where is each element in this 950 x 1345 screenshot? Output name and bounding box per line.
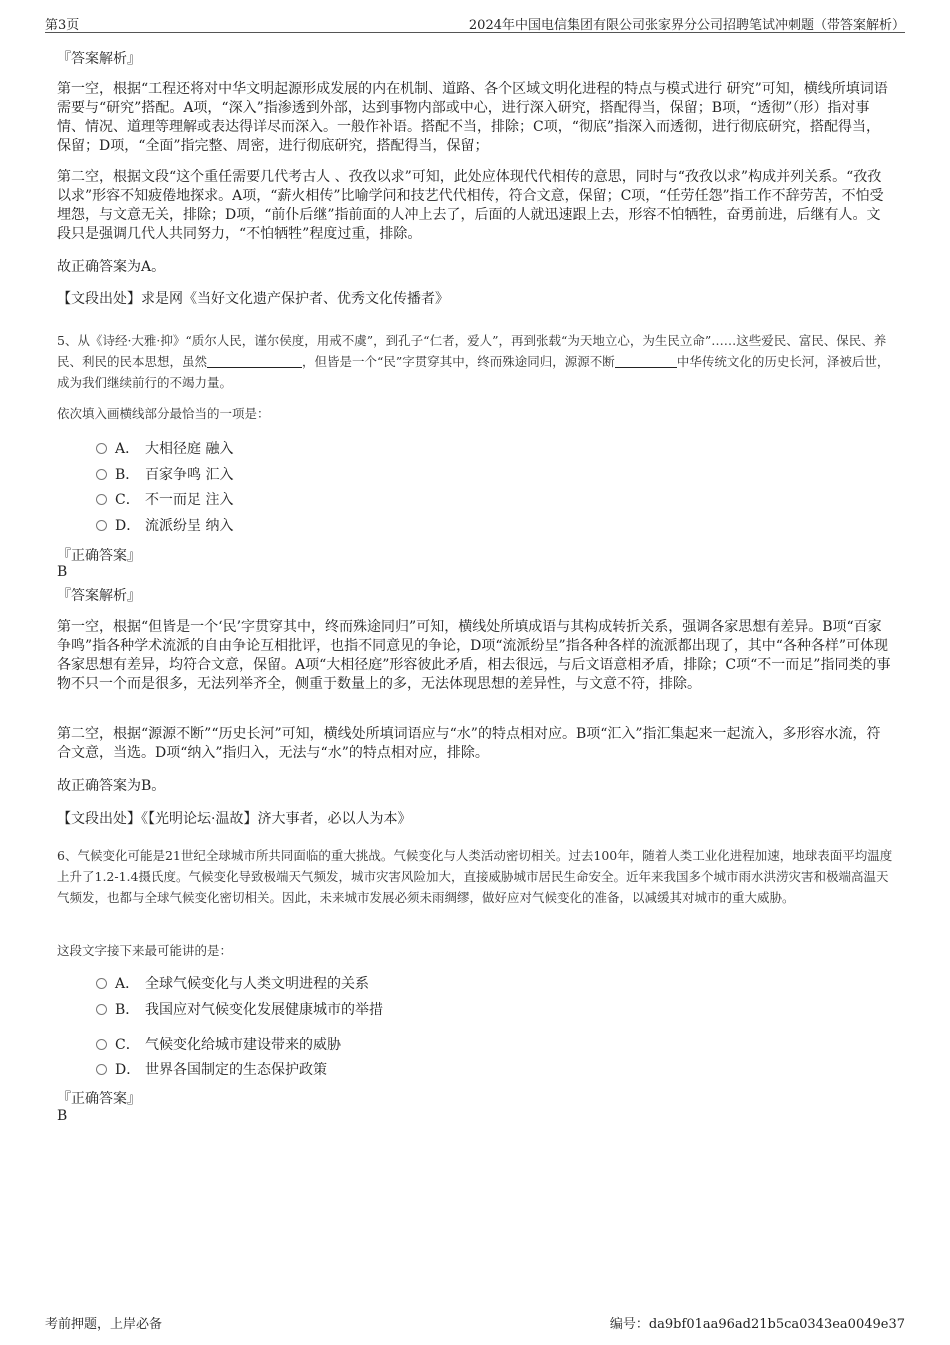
q5-analysis-p2: 第二空，根据“源源不断”“历史长河”可知，横线处所填词语应与“水”的特点相对应。B项“汇入”指汇集起来一起流入，多形容水流，符合文意，当选。D项“纳入”指归入，无法与“水”的特点相对应，排除。 <box>57 726 881 761</box>
radio-icon[interactable] <box>96 520 107 531</box>
q5-option-a[interactable]: A． 大相径庭 融入 <box>96 439 233 459</box>
radio-icon[interactable] <box>96 494 107 505</box>
q6-option-c[interactable]: C． 气候变化给城市建设带来的威胁 <box>96 1035 341 1055</box>
q5-answer: B <box>57 564 68 580</box>
q5-analysis-p1: 第一空，根据“但皆是一个‘民’字贯穿其中，终而殊途同归”可知，横线处所填成语与其构成转折关系，强调各家思想有差异。B项“百家争鸣”指各种学术流派的自由争论互相批评，也指不同意见的争论，D项“流派纷呈”指各种各样的流派都出现了，其中“各种各样”可体现各家思想有差异，均符合文意，保留。A项“大相径庭”形容彼此矛盾，相去很远，与后文语意相矛盾，排除；C项“不一而足”指同类的事物不只一个而是很多，无法列举齐全，侧重于数量上的多，无法体现思想的差异性，与文意不符，排除。 <box>57 619 891 692</box>
q5-source: 【文段出处】《【光明论坛·温故】济大事者，必以人为本》 <box>57 811 412 827</box>
q4-analysis-p2: 第二空，根据文段“这个重任需要几代考古人 、孜孜以求”可知，此处应体现代代相传的意思，同时与“孜孜以求”构成并列关系。“孜孜以求”形容不知疲倦地探求。A项，“薪火相传”比喻学问和技艺代代相传，符合文意，保留；C项，“任劳任怨”指工作不辞劳苦，不怕受埋怨，与文意无关，排除；D项，“前仆后继”指前面的人冲上去了，后面的人就迅速跟上去，形容不怕牺牲，奋勇前进，后继有人。文段只是强调几代人共同努力，“不怕牺牲”程度过重，排除。 <box>57 169 884 242</box>
q5-stem: 5、从《诗经·大雅·抑》“质尔人民，谨尔侯度，用戒不虞”，到孔子“仁者，爱人”，再到张载“为天地立心，为生民立命”……这些爱民、富民、保民、养民、利民的民本思想，虽然 ，但皆是一个“民”字贯穿其中，终而殊途同归，源源不断 中华传统文化的历史长河，泽被后世，成为我们继续前行的不竭力量。 <box>57 333 890 390</box>
q6-prompt: 这段文字接下来最可能讲的是： <box>57 943 233 958</box>
q6-option-d[interactable]: D． 世界各国制定的生态保护政策 <box>96 1060 327 1080</box>
document-title: 2024年中国电信集团有限公司张家界分公司招聘笔试冲刺题（带答案解析） <box>468 18 905 33</box>
q6-stem: 6、气候变化可能是21世纪全球城市所共同面临的重大挑战。气候变化与人类活动密切相关。过去100年，随着人类工业化进程加速，地球表面平均温度上升了1.2-1.4摄氏度。气候变化导致极端天气频发，城市灾害风险加大，直接威胁城市居民生命安全。近年来我国多个城市雨水洪涝灾害和极端高温天气频发，也都与全球气候变化密切相关。因此，未来城市发展必须未雨绸缪，做好应对气候变化的准备，以减缓其对城市的重大威胁。 <box>57 848 893 905</box>
page-header <box>45 12 905 33</box>
q5-option-d[interactable]: D． 流派纷呈 纳入 <box>96 516 233 536</box>
q5-blank-2 <box>615 355 677 368</box>
radio-icon[interactable] <box>96 1064 107 1075</box>
q5-conclusion: 故正确答案为B。 <box>57 778 166 794</box>
q5-option-c[interactable]: C． 不一而足 注入 <box>96 490 233 510</box>
q4-analysis-label: 『答案解析』 <box>57 51 141 67</box>
q4-conclusion: 故正确答案为A。 <box>57 259 166 275</box>
q6-answer: B <box>57 1108 68 1124</box>
q5-analysis-label: 『答案解析』 <box>57 588 141 604</box>
q5-blank-1 <box>207 355 302 368</box>
radio-icon[interactable] <box>96 469 107 480</box>
radio-icon[interactable] <box>96 1039 107 1050</box>
q5-prompt: 依次填入画横线部分最恰当的一项是： <box>57 406 270 421</box>
q5-answer-label: 『正确答案』 <box>57 548 141 564</box>
page-number: 第3页 <box>45 18 80 33</box>
q6-answer-label: 『正确答案』 <box>57 1091 141 1107</box>
radio-icon[interactable] <box>96 1004 107 1015</box>
q6-option-b[interactable]: B． 我国应对气候变化发展健康城市的举措 <box>96 1000 383 1020</box>
radio-icon[interactable] <box>96 978 107 989</box>
footer-slogan: 考前押题，上岸必备 <box>45 1317 163 1332</box>
document-id: 编号：da9bf01aa96ad21b5ca0343ea0049e37 <box>609 1317 905 1332</box>
q6-option-a[interactable]: A． 全球气候变化与人类文明进程的关系 <box>96 974 369 994</box>
q4-analysis-p1: 第一空，根据“工程还将对中华文明起源形成发展的内在机制、道路、各个区域文明化进程的特点与模式进行 研究”可知，横线所填词语需要与“研究”搭配。A项，“深入”指渗透到外部，达到事物内部或中心，进行深入研究，搭配得当，保留；B项，“透彻”（形）指对事情、情况、道理等理解或表达得详尽而深入。一般作补语。搭配不当，排除；C项，“彻底”指深入而透彻，进行彻底研究，搭配得当，保留；D项，“全面”指完整、周密，进行彻底研究，搭配得当，保留； <box>57 81 888 154</box>
radio-icon[interactable] <box>96 443 107 454</box>
q5-option-b[interactable]: B． 百家争鸣 汇入 <box>96 465 233 485</box>
q4-source: 【文段出处】求是网《当好文化遗产保护者、优秀文化传播者》 <box>57 291 449 307</box>
